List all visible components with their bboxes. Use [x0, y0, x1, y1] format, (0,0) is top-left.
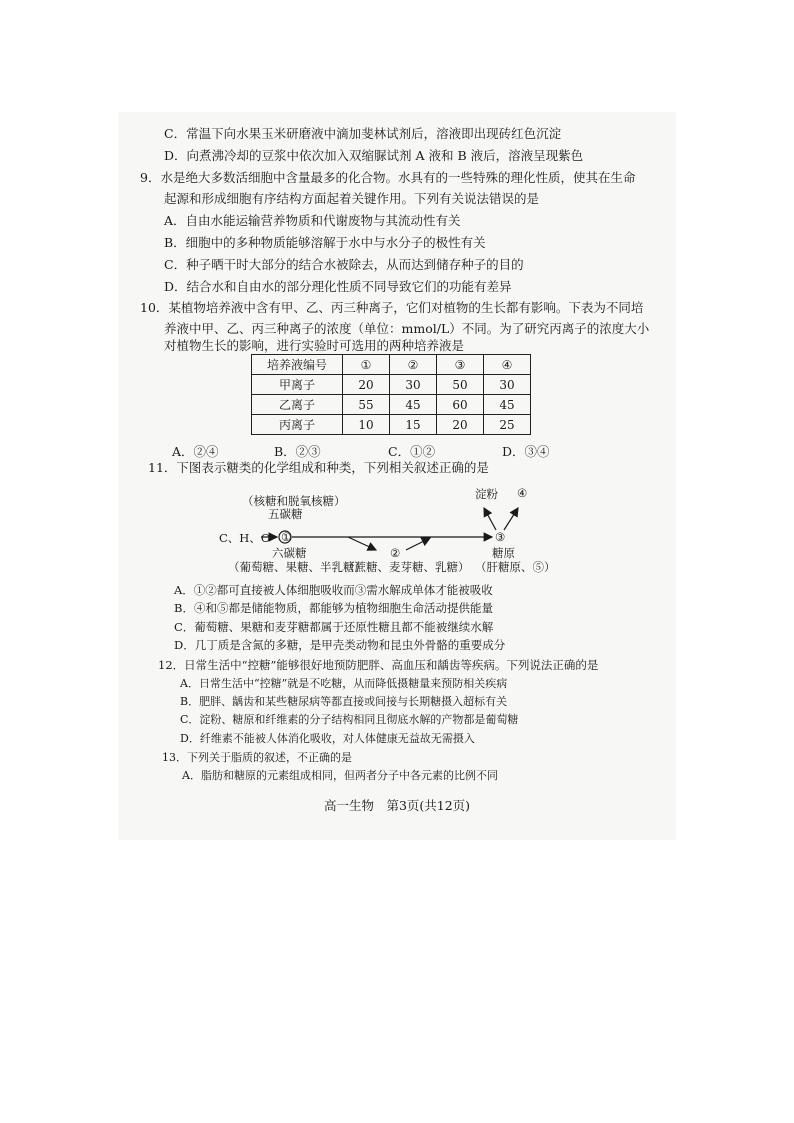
table-header-cell: ①: [343, 355, 390, 375]
q12-option-b: B．肥胖、龋齿和某些糖尿病等都直接或间接与长期糖摄入超标有关: [180, 695, 508, 708]
q12-option-a: A．日常生活中“控糖”就是不吃糖，从而降低摄糖量来预防相关疾病: [180, 677, 508, 690]
pentose-label: 五碳糖: [268, 507, 303, 521]
table-cell: 45: [484, 395, 531, 415]
q11-option-d: D．几丁质是含氮的多糖，是甲壳类动物和昆虫外骨骼的重要成分: [174, 638, 506, 652]
table-cell: 20: [343, 375, 390, 395]
table-cell: 25: [484, 415, 531, 435]
q12-option-d: D．纤维素不能被人体消化吸收，对人体健康无益故无需摄入: [180, 732, 475, 745]
q10-stem-line3: 对植物生长的影响，进行实验时可选用的两种培养液是: [164, 338, 465, 353]
q9-option-d: D．结合水和自由水的部分理化性质不同导致它们的功能有差异: [164, 279, 512, 294]
table-header-cell: ④: [484, 355, 531, 375]
q12-option-c: C．淀粉、糖原和纤维素的分子结构相同且彻底水解的产物都是葡萄糖: [180, 713, 519, 726]
q11-stem: 11．下图表示糖类的化学组成和种类，下列相关叙述正确的是: [148, 460, 489, 475]
node-1-label: ①: [281, 530, 292, 544]
table-header-row: [252, 355, 531, 375]
table-cell: 30: [390, 375, 437, 395]
q11-option-b: B．④和⑤都是储能物质，都能够为植物细胞生命活动提供能量: [174, 601, 493, 615]
q11-option-c: C．葡萄糖、果糖和麦芽糖都属于还原性糖且都不能被继续水解: [174, 620, 494, 634]
hexose-note: （葡萄糖、果糖、半乳糖）: [228, 560, 366, 574]
table-cell: 55: [343, 395, 390, 415]
q13-option-a: A．脂肪和糖原的元素组成相同，但两者分子中各元素的比例不同: [182, 769, 498, 782]
disaccharide-note: （蔗糖、麦芽糖、乳糖）: [343, 560, 470, 574]
hexose-label: 六碳糖: [272, 546, 307, 560]
q13-stem: 13．下列关于脂质的叙述，不正确的是: [162, 751, 352, 764]
arrow-3-to-4: [504, 508, 518, 530]
node-3-label: ③: [495, 530, 506, 544]
table-cell: 10: [343, 415, 390, 435]
q10-option-d: D．③④: [502, 444, 550, 459]
table-cell: 丙离子: [252, 415, 343, 435]
table-cell: 30: [484, 375, 531, 395]
arrow-to-2: [348, 537, 376, 550]
q9-stem-line2: 起源和形成细胞有序结构方面起着关键作用。下列有关说法错误的是: [164, 191, 540, 206]
elements-label: C、H、O: [219, 531, 271, 545]
table-cell: 60: [437, 395, 484, 415]
exam-page: [118, 112, 676, 840]
q8-option-d: D．向煮沸冷却的豆浆中依次加入双缩脲试剂 A 液和 B 液后，溶液呈现紫色: [164, 148, 584, 163]
glycogen-note: （肝糖原、⑤）: [475, 560, 556, 574]
q9-option-b: B．细胞中的多种物质能够溶解于水中与水分子的极性有关: [164, 235, 486, 250]
glycogen-label: 糖原: [492, 546, 515, 560]
table-cell: 15: [390, 415, 437, 435]
node-4-label: ④: [517, 486, 528, 500]
q8-option-c: C．常温下向水果玉米研磨液中滴加斐林试剂后，溶液即出现砖红色沉淀: [164, 126, 562, 141]
q10-option-c: C．①②: [388, 444, 436, 459]
table-cell: 45: [390, 395, 437, 415]
q10-stem-line2: 养液中甲、乙、丙三种离子的浓度（单位：mmol/L）不同。为了研究丙离子的浓度大小: [164, 321, 650, 336]
page-footer: 高一生物 第3页(共12页): [323, 798, 471, 813]
table-row: [252, 415, 531, 435]
arrow-3-to-starch: [484, 508, 496, 530]
table-row: [252, 395, 531, 415]
table-cell: 20: [437, 415, 484, 435]
q12-stem: 12．日常生活中“控糖”能够很好地预防肥胖、高血压和龋齿等疾病。下列说法正确的是: [158, 658, 599, 672]
table-cell: 50: [437, 375, 484, 395]
arrow-2-to-line: [406, 538, 430, 550]
q9-option-a: A．自由水能运输营养物质和代谢废物与其流动性有关: [164, 213, 461, 228]
q10-option-a: A．②④: [172, 444, 219, 459]
q9-stem-line1: 9．水是绝大多数活细胞中含量最多的化合物。水具有的一些特殊的理化性质，使其在生命: [140, 170, 636, 185]
table-cell: 乙离子: [252, 395, 343, 415]
q11-option-a: A．①②都可直接被人体细胞吸收而③需水解成单体才能被吸收: [174, 583, 493, 597]
table-header-cell: ②: [390, 355, 437, 375]
q10-concentration-table: [251, 354, 531, 435]
table-row: [252, 375, 531, 395]
table-cell: 甲离子: [252, 375, 343, 395]
node-2-label: ②: [390, 546, 401, 560]
table-header-cell: 培养液编号: [252, 355, 343, 375]
table-header-cell: ③: [437, 355, 484, 375]
starch-label: 淀粉: [475, 487, 498, 501]
q9-option-c: C．种子晒干时大部分的结合水被除去，从而达到储存种子的目的: [164, 257, 524, 272]
q10-stem-line1: 10．某植物培养液中含有甲、乙、丙三种离子，它们对植物的生长都有影响。下表为不同培: [140, 300, 644, 315]
q10-option-b: B．②③: [274, 444, 321, 459]
pentose-note: （核糖和脱氧核糖）: [242, 494, 346, 508]
